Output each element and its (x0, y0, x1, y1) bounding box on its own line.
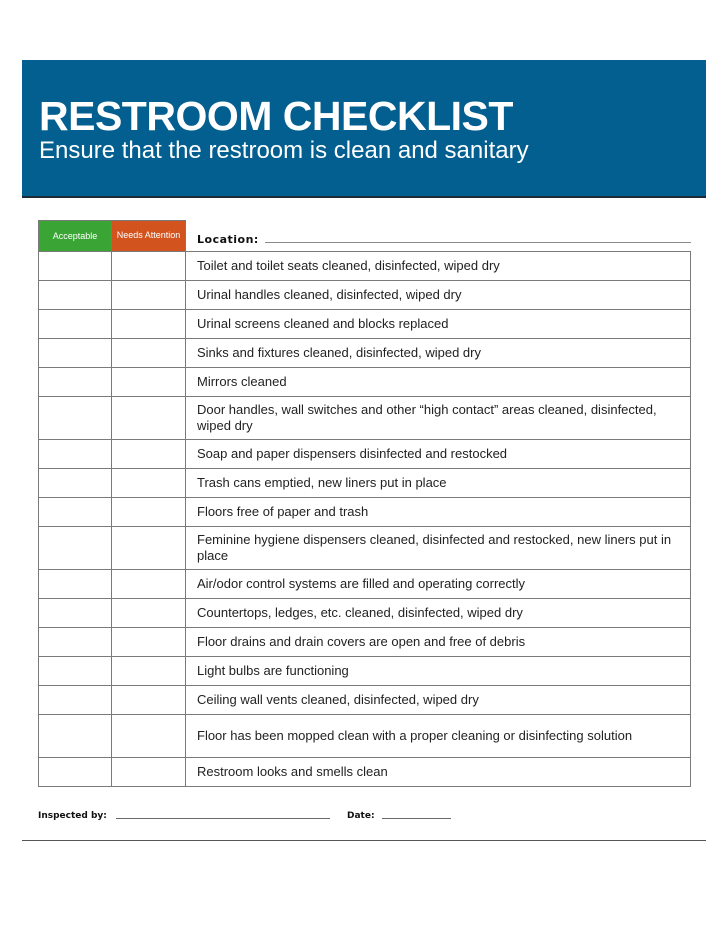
header-banner (22, 60, 706, 198)
checklist-item: Feminine hygiene dispensers cleaned, disinfected and restocked, new liners put in place (186, 526, 691, 569)
acceptable-checkbox[interactable] (39, 309, 112, 338)
table-row (39, 497, 691, 526)
inspected-by-label: Inspected by: (38, 811, 107, 821)
date-label: Date: (347, 811, 375, 821)
table-row (39, 251, 691, 280)
acceptable-checkbox[interactable] (39, 685, 112, 714)
acceptable-checkbox[interactable] (39, 367, 112, 396)
needs-attention-checkbox[interactable] (112, 598, 186, 627)
table-row (39, 280, 691, 309)
acceptable-checkbox[interactable] (39, 468, 112, 497)
table-row (39, 569, 691, 598)
date-field[interactable] (382, 818, 451, 819)
checklist-item: Mirrors cleaned (186, 367, 691, 396)
checklist-item: Floor has been mopped clean with a proper cleaning or disinfecting solution (186, 714, 691, 757)
checklist-item: Light bulbs are functioning (186, 656, 691, 685)
table-row (39, 468, 691, 497)
checklist-table (38, 220, 691, 787)
needs-attention-checkbox[interactable] (112, 526, 186, 569)
page-subtitle: Ensure that the restroom is clean and sanitary (39, 137, 529, 164)
table-row (39, 439, 691, 468)
checklist-item: Floor drains and drain covers are open and free of debris (186, 627, 691, 656)
table-row (39, 627, 691, 656)
needs-attention-checkbox[interactable] (112, 309, 186, 338)
needs-attention-checkbox[interactable] (112, 251, 186, 280)
checklist-item: Floors free of paper and trash (186, 497, 691, 526)
needs-attention-checkbox[interactable] (112, 714, 186, 757)
checklist-item: Restroom looks and smells clean (186, 757, 691, 786)
checklist-item: Urinal handles cleaned, disinfected, wiped dry (186, 280, 691, 309)
acceptable-checkbox[interactable] (39, 280, 112, 309)
needs-attention-checkbox[interactable] (112, 497, 186, 526)
bottom-divider (22, 840, 706, 841)
table-row (39, 757, 691, 786)
needs-attention-checkbox[interactable] (112, 656, 186, 685)
acceptable-checkbox[interactable] (39, 627, 112, 656)
table-row (39, 309, 691, 338)
checklist-item: Ceiling wall vents cleaned, disinfected, wiped dry (186, 685, 691, 714)
acceptable-checkbox[interactable] (39, 569, 112, 598)
checklist-item: Urinal screens cleaned and blocks replaced (186, 309, 691, 338)
needs-attention-checkbox[interactable] (112, 280, 186, 309)
needs-attention-checkbox[interactable] (112, 685, 186, 714)
checklist-item: Trash cans emptied, new liners put in place (186, 468, 691, 497)
acceptable-checkbox[interactable] (39, 338, 112, 367)
table-header-row (39, 221, 691, 252)
acceptable-checkbox[interactable] (39, 497, 112, 526)
table-row (39, 598, 691, 627)
needs-attention-checkbox[interactable] (112, 439, 186, 468)
table-row (39, 367, 691, 396)
location-field[interactable] (265, 242, 691, 243)
acceptable-checkbox[interactable] (39, 396, 112, 439)
needs-attention-header: Needs Attention (112, 221, 186, 252)
checklist-item: Air/odor control systems are filled and operating correctly (186, 569, 691, 598)
table-row (39, 714, 691, 757)
checklist-item: Soap and paper dispensers disinfected and restocked (186, 439, 691, 468)
needs-attention-checkbox[interactable] (112, 396, 186, 439)
table-row (39, 396, 691, 439)
acceptable-checkbox[interactable] (39, 526, 112, 569)
acceptable-checkbox[interactable] (39, 714, 112, 757)
acceptable-header: Acceptable (39, 221, 112, 252)
acceptable-checkbox[interactable] (39, 656, 112, 685)
needs-attention-checkbox[interactable] (112, 338, 186, 367)
table-row (39, 338, 691, 367)
signature-row (38, 808, 698, 824)
acceptable-checkbox[interactable] (39, 251, 112, 280)
checklist-item: Sinks and fixtures cleaned, disinfected, wiped dry (186, 338, 691, 367)
needs-attention-checkbox[interactable] (112, 627, 186, 656)
location-label: Location: (197, 232, 259, 246)
page-title: RESTROOM CHECKLIST (39, 93, 513, 139)
needs-attention-checkbox[interactable] (112, 468, 186, 497)
table-row (39, 526, 691, 569)
checklist-item: Door handles, wall switches and other “high contact” areas cleaned, disinfected, wiped dry (186, 396, 691, 439)
needs-attention-checkbox[interactable] (112, 367, 186, 396)
table-row (39, 685, 691, 714)
location-header (186, 221, 691, 252)
checklist-item: Countertops, ledges, etc. cleaned, disinfected, wiped dry (186, 598, 691, 627)
acceptable-checkbox[interactable] (39, 598, 112, 627)
table-row (39, 656, 691, 685)
acceptable-checkbox[interactable] (39, 439, 112, 468)
acceptable-checkbox[interactable] (39, 757, 112, 786)
needs-attention-checkbox[interactable] (112, 569, 186, 598)
checklist-item: Toilet and toilet seats cleaned, disinfected, wiped dry (186, 251, 691, 280)
inspected-by-field[interactable] (116, 818, 330, 819)
needs-attention-checkbox[interactable] (112, 757, 186, 786)
